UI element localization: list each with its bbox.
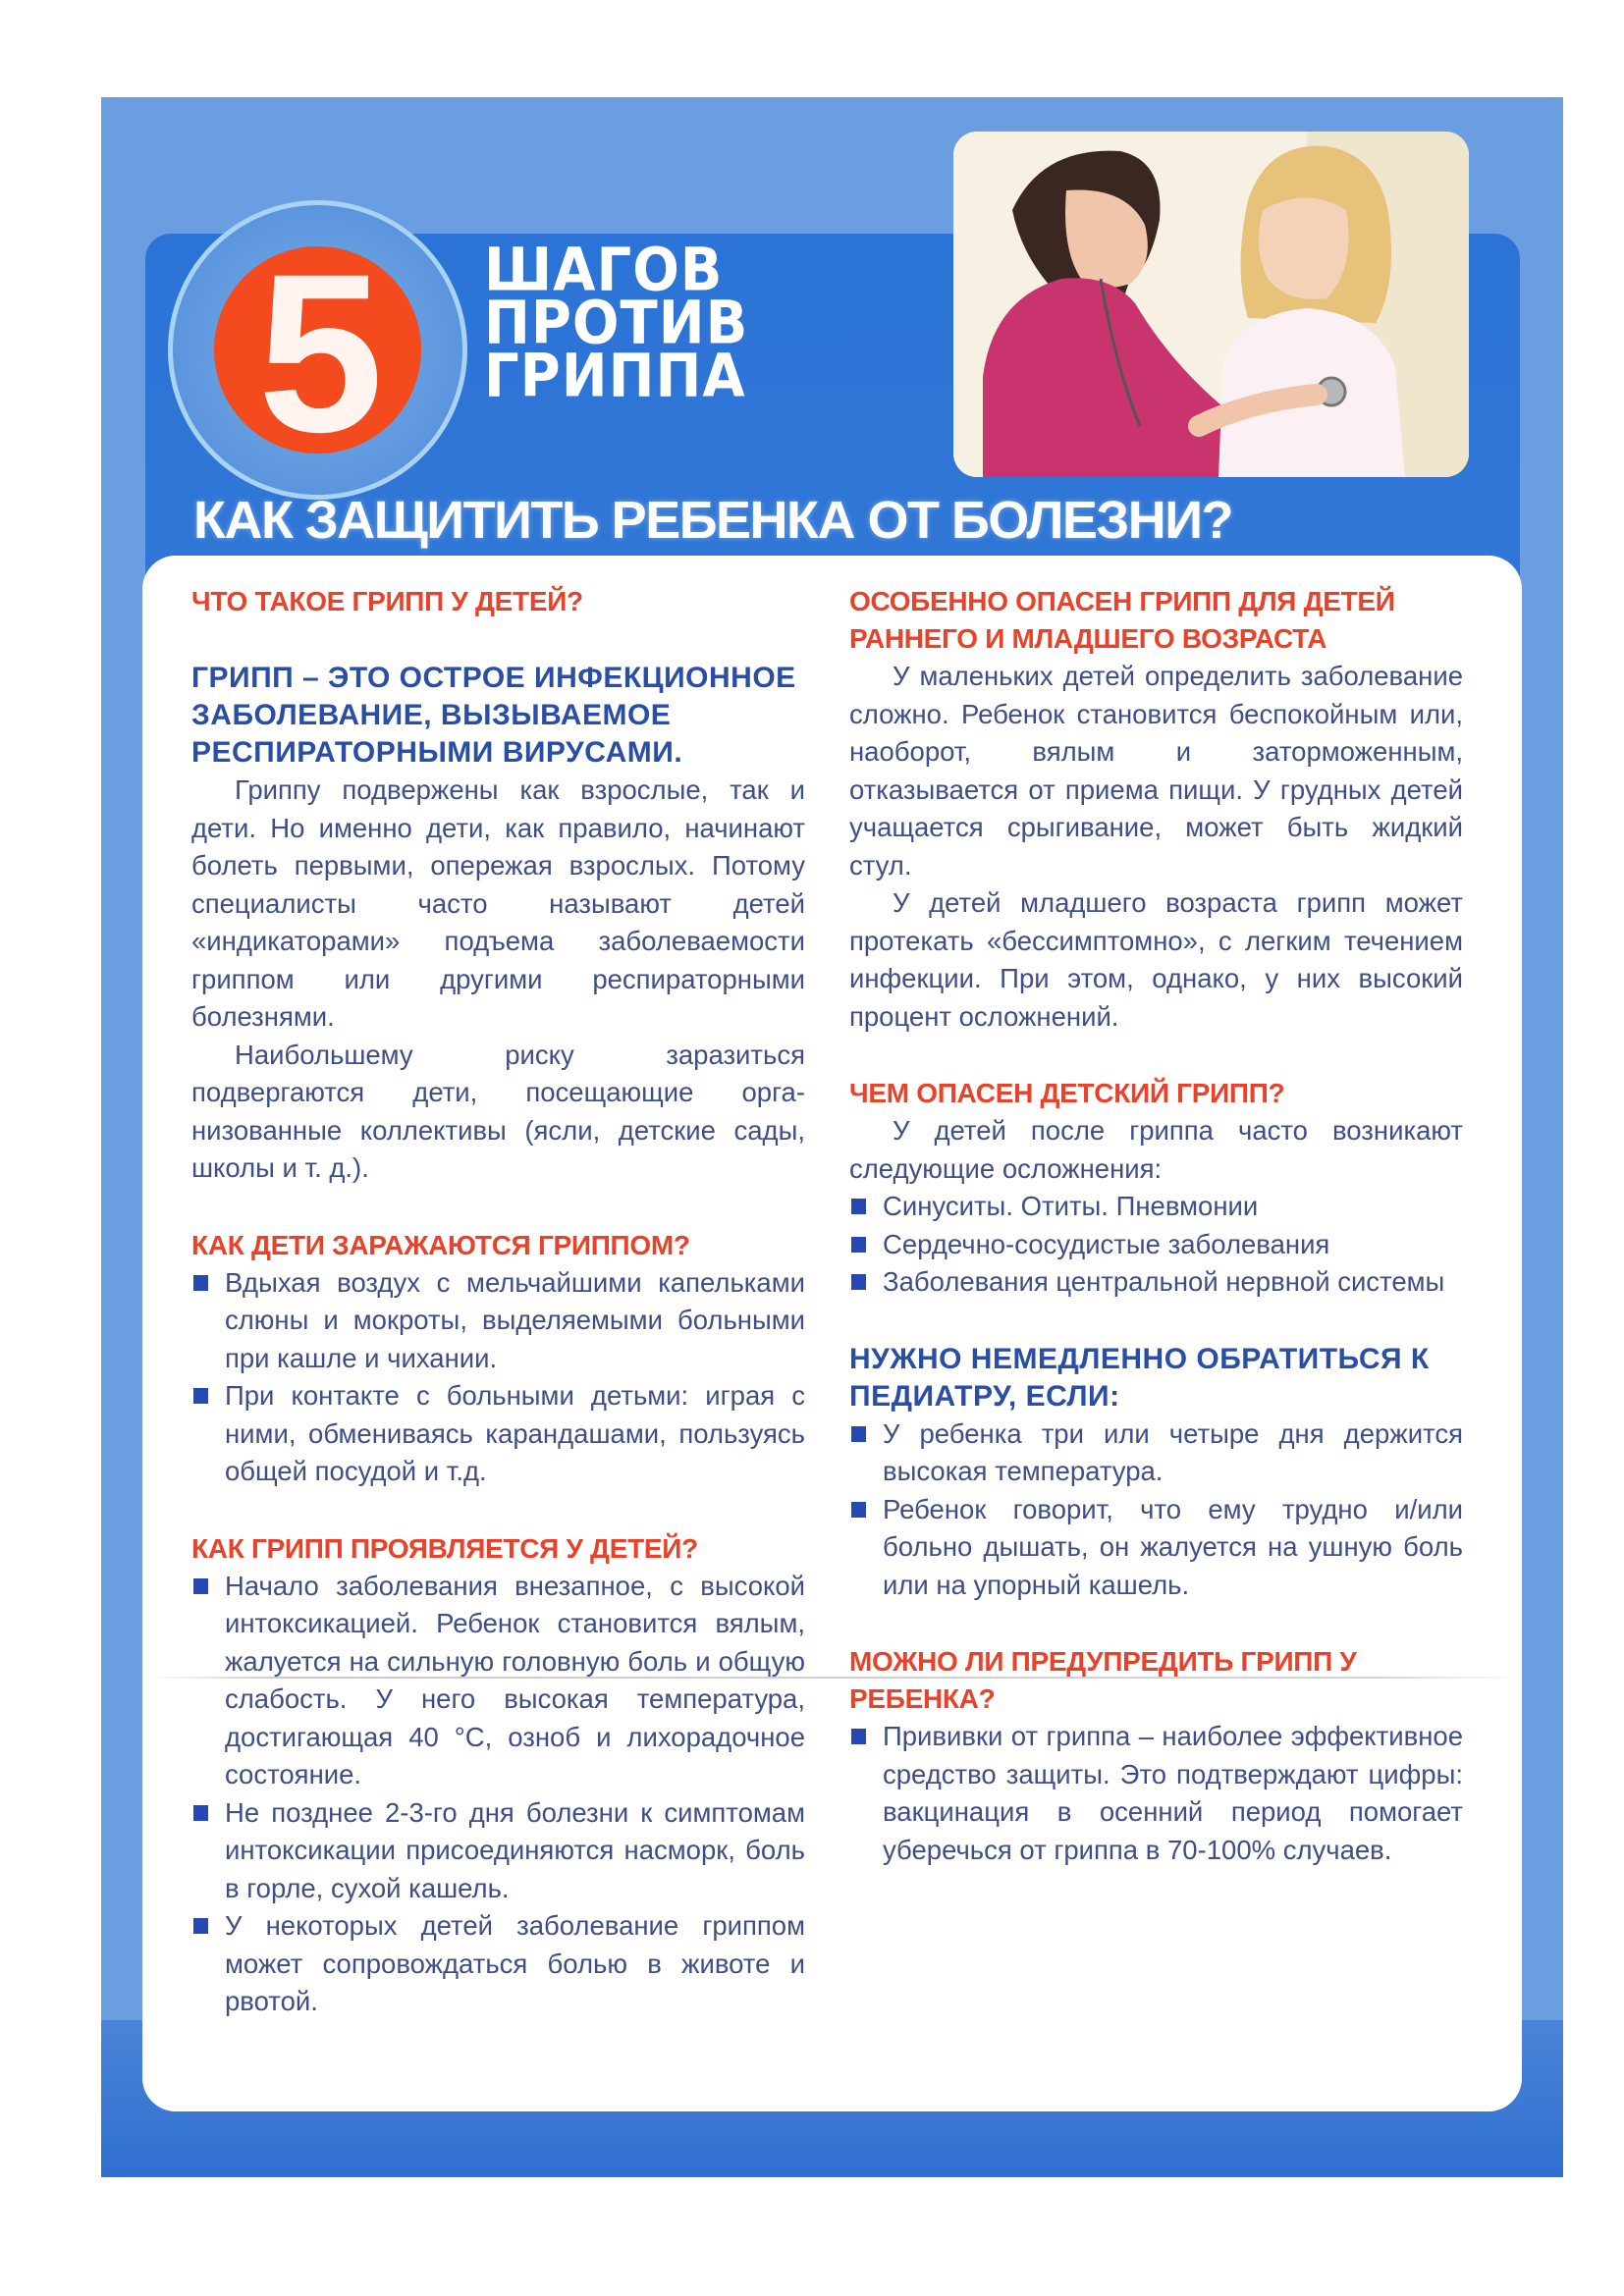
list-item bbox=[191, 1377, 805, 1491]
doctor-child-photo bbox=[953, 132, 1469, 477]
list-item-text: При контакте с больными детьми: играя с ними, обмениваясь карандашами, пользуясь общей посудой и т.д. bbox=[225, 1380, 805, 1486]
flu-definition: ГРИПП – ЭТО ОСТРОЕ ИНФЕКЦИОННОЕ ЗАБОЛЕВАНИЕ, ВЫЗЫВАЕМОЕ РЕСПИРАТОРНЫМИ ВИРУСАМИ. bbox=[191, 662, 796, 769]
section-heading-young-children: ОСОБЕННО ОПАСЕН ГРИПП ДЛЯ ДЕТЕЙ РАННЕГО И МЛАДШЕГО ВОЗРАСТА bbox=[849, 586, 1395, 654]
square-bullet-icon bbox=[851, 1502, 866, 1518]
list-item-text: Прививки от гриппа – наиболее эффективное средство защиты. Это подтверждают цифры: вакцинация в осенний период помогает уберечься от гриппа в 70-100% случаев. bbox=[883, 1721, 1463, 1865]
logo-line: ПРОТИВ bbox=[484, 289, 749, 358]
left-column bbox=[191, 583, 805, 2021]
logo-title bbox=[484, 236, 749, 411]
list-item-text: У ребенка три или четыре дня держится высокая температура. bbox=[883, 1417, 1463, 1486]
complications-list bbox=[849, 1188, 1463, 1302]
logo-line: ШАГОВ bbox=[484, 236, 724, 305]
paragraph: У детей после гриппа часто возникают следующие осложнения: bbox=[849, 1115, 1463, 1184]
paper-fold-line bbox=[142, 1677, 1522, 1679]
logo-badge bbox=[168, 200, 467, 500]
logo-number: 5 bbox=[257, 226, 378, 479]
list-item-text: Ребенок говорит, что ему трудно и/или больно дышать, он жалуется на ушную боль или на упорный кашель. bbox=[883, 1493, 1463, 1600]
pediatrician-reasons-list bbox=[849, 1415, 1463, 1605]
list-item-text: Вдыхая воздух с мельчайшими капельками слюны и мокроты, выделяемыми больными при кашле и чихании. bbox=[225, 1266, 805, 1373]
paragraph: У маленьких детей определить заболевание сложно. Ребенок становится беспокойным или, наоборот, вялым и заторможенным, отказывается от приема пищи. У грудных детей учащается срыгивание, может быть жидкий стул. bbox=[849, 661, 1463, 881]
infection-ways-list bbox=[191, 1264, 805, 1491]
list-item-text: Заболевания центральной нервной системы bbox=[883, 1266, 1445, 1297]
list-item bbox=[849, 1226, 1463, 1264]
section-heading-complications: ЧЕМ ОПАСЕН ДЕТСКИЙ ГРИПП? bbox=[849, 1078, 1285, 1108]
list-item bbox=[849, 1718, 1463, 1869]
section-heading-prevention: МОЖНО ЛИ ПРЕДУПРЕДИТЬ ГРИПП У РЕБЕНКА? bbox=[849, 1646, 1357, 1714]
section-heading-how-infected: КАК ДЕТИ ЗАРАЖАЮТСЯ ГРИППОМ? bbox=[191, 1229, 690, 1260]
list-item-text: Начало заболевания внезапное, с высокой интоксикацией. Ребенок становится вялым, жалуется на сильную головную боль и общую слабость. У него высокая температура, достигающая 40 °С, озноб и лихорадочное состояние. bbox=[225, 1570, 805, 1789]
list-item bbox=[191, 1794, 805, 1908]
list-item bbox=[849, 1263, 1463, 1302]
list-item bbox=[849, 1491, 1463, 1605]
square-bullet-icon bbox=[851, 1426, 866, 1442]
list-item-text: Не позднее 2-3-го дня болезни к симптомам интоксикации присоединяются насморк, боль в горле, сухой кашель. bbox=[225, 1796, 805, 1903]
section-heading-see-pediatrician: НУЖНО НЕМЕДЛЕННО ОБРАТИТЬСЯ К ПЕДИАТРУ, ЕСЛИ: bbox=[849, 1342, 1430, 1413]
square-bullet-icon bbox=[193, 1918, 208, 1934]
list-item-text: Синуситы. Отиты. Пневмонии bbox=[883, 1191, 1259, 1221]
paragraph: Гриппу подвержены как взрослые, так и дети. Но именно дети, как правило, начинают болеть первыми, опережая взрослых. Потому специалисты часто называют детей «индикаторами» подъема заболеваемости гриппом или другими респираторными болезнями. bbox=[191, 774, 805, 1032]
list-item-text: У некоторых детей заболевание гриппом может сопровождаться болью в животе и рвотой. bbox=[225, 1910, 805, 2016]
logo-line: ГРИППА bbox=[484, 342, 746, 411]
square-bullet-icon bbox=[851, 1199, 866, 1214]
list-item bbox=[191, 1907, 805, 2021]
list-item bbox=[849, 1415, 1463, 1491]
photo-illustration bbox=[953, 132, 1469, 477]
list-item-text: Сердечно-сосудистые заболевания bbox=[883, 1228, 1330, 1259]
content-card bbox=[142, 556, 1522, 2111]
list-item bbox=[191, 1264, 805, 1378]
section-heading-what-is-flu: ЧТО ТАКОЕ ГРИПП У ДЕТЕЙ? bbox=[191, 586, 583, 616]
square-bullet-icon bbox=[851, 1274, 866, 1290]
logo-red-disc bbox=[214, 226, 421, 479]
square-bullet-icon bbox=[193, 1578, 208, 1594]
paragraph: У детей младшего возраста грипп может протекать «бессимптомно», с легким течением инфекции. При этом, однако, у них высокий процент осложнений. bbox=[849, 887, 1463, 1032]
section-heading-symptoms: КАК ГРИПП ПРОЯВЛЯЕТСЯ У ДЕТЕЙ? bbox=[191, 1532, 698, 1564]
square-bullet-icon bbox=[851, 1729, 866, 1744]
prevention-list bbox=[849, 1718, 1463, 1869]
paragraph: Наибольшему риску заразиться подвергаются дети, посещающие организованные коллективы (ясли, детские сады, школы и т. д.). bbox=[191, 1039, 805, 1183]
square-bullet-icon bbox=[193, 1275, 208, 1291]
list-item bbox=[849, 1188, 1463, 1226]
square-bullet-icon bbox=[851, 1237, 866, 1253]
square-bullet-icon bbox=[193, 1388, 208, 1404]
page-headline: КАК ЗАЩИТИТЬ РЕБЕНКА ОТ БОЛЕЗНИ? bbox=[193, 491, 1232, 550]
flu-leaflet bbox=[101, 97, 1563, 2177]
symptoms-list bbox=[191, 1568, 805, 2021]
list-item bbox=[191, 1568, 805, 1794]
square-bullet-icon bbox=[193, 1805, 208, 1821]
